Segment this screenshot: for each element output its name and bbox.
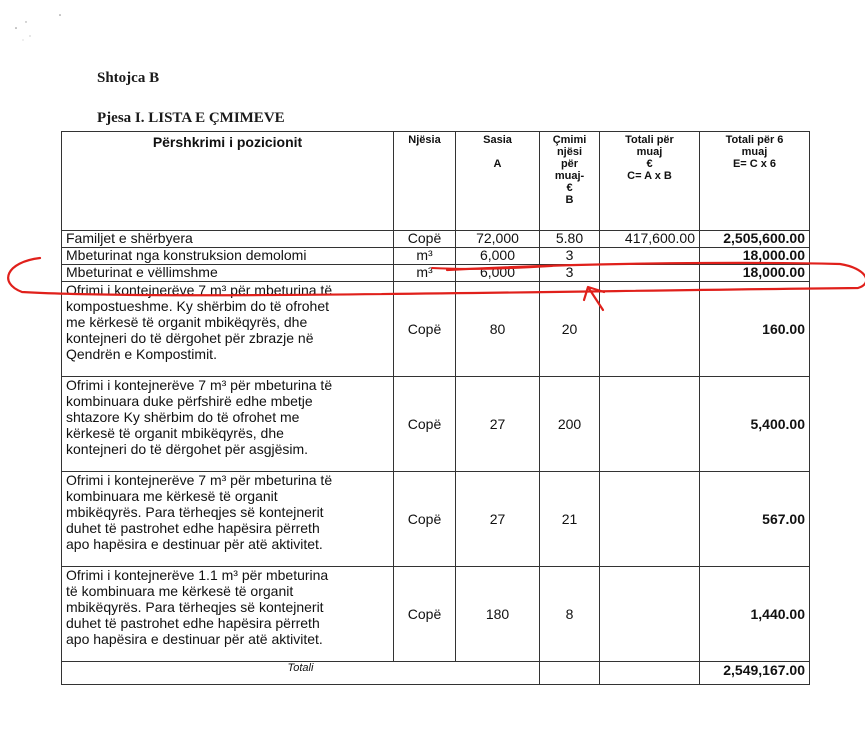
total-label: Totali	[62, 662, 540, 685]
col-header-monthly-total: Totali për muaj € C= A x B	[600, 132, 700, 231]
row-unit: m³	[394, 265, 456, 282]
row-description: Ofrimi i kontejnerëve 7 m³ për mbeturina të kompostueshme. Ky shërbim do të ofrohet me kërkesë të organit mbikëqyrës, dhe kontejneri do të dërgohet për zbrazje në Qendrën e Kompostimit.	[62, 282, 394, 377]
header-row	[62, 132, 810, 231]
row-quantity: 72,000	[456, 231, 540, 248]
row-unit-price: 5.80	[540, 231, 600, 248]
row-six-month-total: 5,400.00	[700, 377, 810, 472]
row-quantity: 6,000	[456, 248, 540, 265]
table-row	[62, 231, 810, 248]
row-six-month-total: 1,440.00	[700, 567, 810, 662]
row-unit-price: 20	[540, 282, 600, 377]
row-description: Familjet e shërbyera	[62, 231, 394, 248]
row-quantity: 27	[456, 377, 540, 472]
row-monthly-total	[600, 472, 700, 567]
row-unit-price: 3	[540, 265, 600, 282]
col-header-six-month-total: Totali për 6 muaj E= C x 6	[700, 132, 810, 231]
row-monthly-total	[600, 282, 700, 377]
row-unit-price: 21	[540, 472, 600, 567]
row-unit: m³	[394, 248, 456, 265]
row-six-month-total: 18,000.00	[700, 248, 810, 265]
total-row	[62, 662, 810, 685]
row-unit: Copë	[394, 231, 456, 248]
row-unit: Copë	[394, 377, 456, 472]
price-list-table	[61, 131, 810, 685]
row-six-month-total: 18,000.00	[700, 265, 810, 282]
table-row	[62, 265, 810, 282]
table-row	[62, 282, 810, 377]
row-monthly-total	[600, 377, 700, 472]
col-header-unit-price: Çmimi njësi për muaj- € B	[540, 132, 600, 231]
row-unit: Copë	[394, 282, 456, 377]
row-unit-price: 200	[540, 377, 600, 472]
table-row	[62, 472, 810, 567]
total-empty-cell	[600, 662, 700, 685]
grand-total-value: 2,549,167.00	[700, 662, 810, 685]
table-row	[62, 377, 810, 472]
row-monthly-total	[600, 248, 700, 265]
row-quantity: 6,000	[456, 265, 540, 282]
annex-title: Shtojca B	[97, 70, 160, 86]
table-row	[62, 248, 810, 265]
row-description: Mbeturinat e vëllimshme	[62, 265, 394, 282]
col-header-description: Përshkrimi i pozicionit	[62, 132, 394, 231]
col-header-quantity: Sasia A	[456, 132, 540, 231]
row-quantity: 180	[456, 567, 540, 662]
row-description: Mbeturinat nga konstruksion demolomi	[62, 248, 394, 265]
total-empty-cell	[540, 662, 600, 685]
row-quantity: 80	[456, 282, 540, 377]
row-description: Ofrimi i kontejnerëve 7 m³ për mbeturina të kombinuara duke përfshirë edhe mbetje shtazore Ky shërbim do të ofrohet me kërkesë të organit mbikëqyrës, dhe kontejneri do të dërgohet për asgjësim.	[62, 377, 394, 472]
row-description: Ofrimi i kontejnerëve 7 m³ për mbeturina të kombinuara me kërkesë të organit mbikëqyrës. Para tërheqjes së kontejnerit duhet të pastrohet edhe hapësira përreth apo hapësira e destinuar për atë aktivitet.	[62, 472, 394, 567]
part-title: Pjesa I. LISTA E ÇMIMEVE	[97, 110, 285, 126]
table-row	[62, 567, 810, 662]
row-monthly-total	[600, 567, 700, 662]
row-unit: Copë	[394, 567, 456, 662]
row-six-month-total: 160.00	[700, 282, 810, 377]
row-description: Ofrimi i kontejnerëve 1.1 m³ për mbeturina të kombinuara me kërkesë të organit mbikëqyrës. Para tërheqjes së kontejnerit duhet të pastrohet edhe hapësira përreth apo hapësira e destinuar për atë aktivitet.	[62, 567, 394, 662]
col-header-unit: Njësia	[394, 132, 456, 231]
scan-specks	[14, 10, 74, 50]
row-monthly-total: 417,600.00	[600, 231, 700, 248]
row-six-month-total: 2,505,600.00	[700, 231, 810, 248]
row-quantity: 27	[456, 472, 540, 567]
row-unit: Copë	[394, 472, 456, 567]
row-unit-price: 8	[540, 567, 600, 662]
row-unit-price: 3	[540, 248, 600, 265]
row-monthly-total	[600, 265, 700, 282]
row-six-month-total: 567.00	[700, 472, 810, 567]
